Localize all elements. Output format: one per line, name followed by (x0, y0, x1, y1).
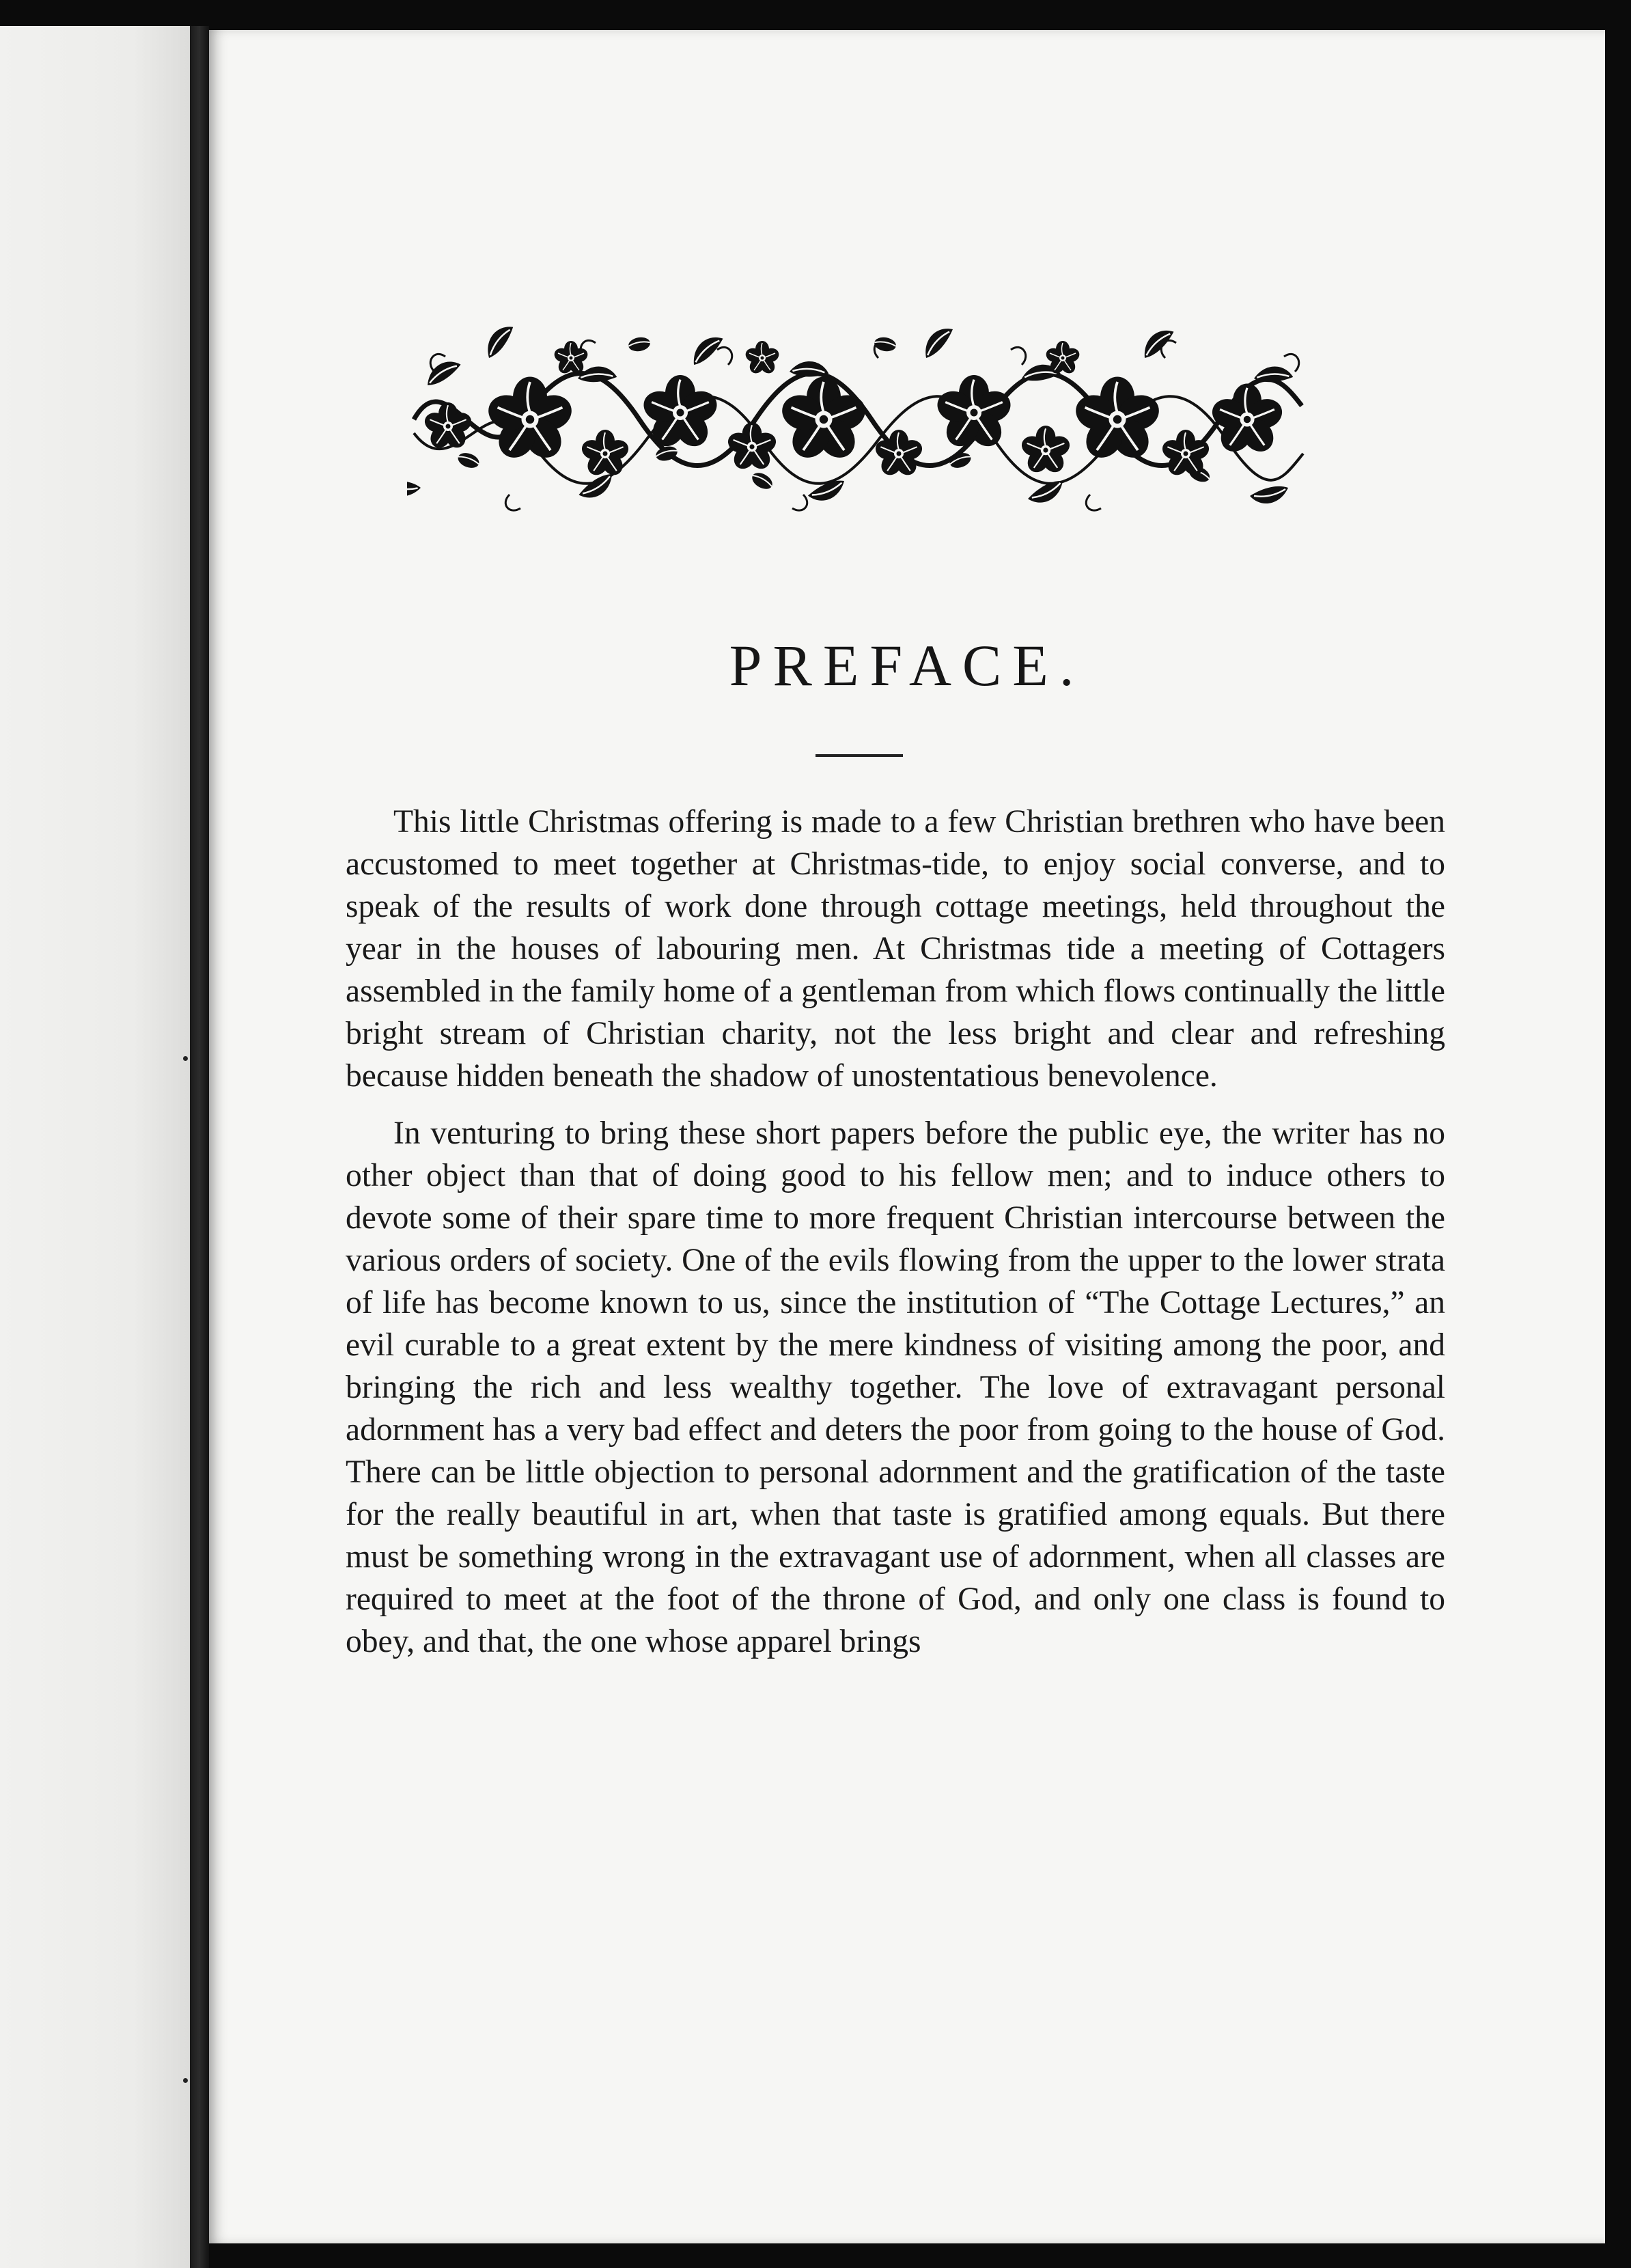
floral-ornament-icon (407, 317, 1309, 515)
ink-speck (183, 1056, 188, 1061)
paragraph: This little Christmas offering is made to a few Christian brethren who have been accustomed to meet together at Christmas-tide, to enjoy social converse, and to speak of the results of work done through cottage meetings, held throughout the year in the houses of labouring men. At Christmas tide a meeting of Cottagers assembled in the family home of a gentleman from which flows continually the little bright stream of Christian charity, not the less bright and clear and refreshing because hidden beneath the shadow of unostentatious benevolence. (346, 804, 1445, 1094)
paragraph: In venturing to bring these short papers before the public eye, the writer has no other object than that of doing good to his fellow men; and to induce others to devote some of their spare time to more frequent Christian intercourse between the various orders of society. One of the evils flowing from the upper to the lower strata of life has become known to us, since the institution of “The Cottage Lectures,” an evil curable to a great extent by the mere kindness of visiting among the poor, and bringing the rich and less wealthy together. The love of extravagant personal adornment has a very bad effect and deters the poor from going to the house of God. There can be little objection to personal adornment and the gratification of the taste for the really beautiful in art, when that taste is gratified among equals. But there must be something wrong in the extravagant use of adornment, when all classes are required to meet at the foot of the throne of God, and only one class is found to obey, and that, the one whose apparel brings (346, 1116, 1445, 1659)
book-gutter (190, 26, 209, 2268)
ink-speck (183, 2078, 188, 2083)
page-title: PREFACE. (729, 633, 1085, 698)
preface-text (346, 801, 1445, 1678)
title-rule-divider (816, 754, 903, 757)
book-page (209, 30, 1605, 2243)
left-page-edge (0, 26, 190, 2268)
